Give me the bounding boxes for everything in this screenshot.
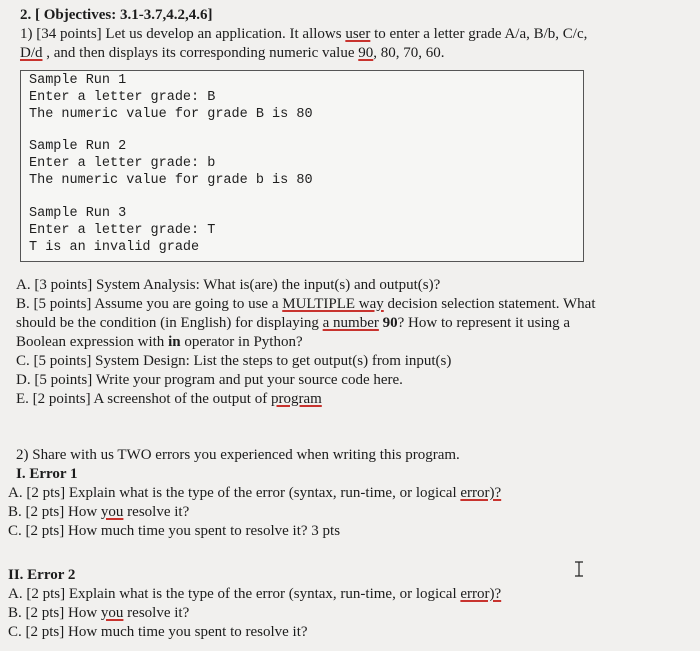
question-text: B. [2 pts] How <box>8 605 101 621</box>
sample-run-prompt: Enter a letter grade: T <box>29 223 216 238</box>
section-2-intro: 2) Share with us TWO errors you experienced when writing this program. <box>16 447 460 463</box>
bold-number: 90 <box>378 315 398 331</box>
error-1-question-b <box>8 503 189 521</box>
question-text: should be the condition (in English) for displaying <box>16 315 323 331</box>
underlined-word: program <box>270 391 322 407</box>
intro-text: to enter a letter grade A/a, B/b, C/c, <box>370 26 588 42</box>
error-2-question-c: C. [2 pts] How much time you spent to resolve it? <box>8 624 308 640</box>
underlined-word: 90 <box>358 45 374 61</box>
sample-run-title: Sample Run 1 <box>29 73 127 88</box>
intro-line-2 <box>20 44 445 62</box>
underlined-word: you <box>100 504 124 520</box>
sample-run-result: The numeric value for grade b is 80 <box>29 173 313 188</box>
question-c: C. [5 points] System Design: List the steps to get output(s) from input(s) <box>16 353 452 369</box>
question-text: B. [2 pts] How <box>8 504 101 520</box>
intro-text: , 80, 70, 60. <box>373 45 445 61</box>
question-b-line-2 <box>16 314 570 332</box>
error-1-question-c: C. [2 pts] How much time you spent to resolve it? 3 pts <box>8 523 341 539</box>
sample-run-prompt: Enter a letter grade: b <box>29 156 216 171</box>
question-a: A. [3 points] System Analysis: What is(are) the input(s) and output(s)? <box>16 277 441 293</box>
question-text: decision selection statement. What <box>383 296 596 312</box>
error-2-question-a <box>8 585 501 603</box>
i-beam-cursor-icon <box>574 561 584 577</box>
error-1-question-a <box>8 484 501 502</box>
bold-keyword: in <box>168 334 181 350</box>
error-1-heading: I. Error 1 <box>16 466 78 482</box>
underlined-phrase: a number <box>322 315 379 331</box>
error-2-question-b <box>8 604 189 622</box>
underlined-word: error)? <box>460 586 502 602</box>
sample-run-title: Sample Run 2 <box>29 139 127 154</box>
question-text: A. [2 pts] Explain what is the type of the error (syntax, run-time, or logical <box>8 586 461 602</box>
error-2-heading: II. Error 2 <box>8 567 76 583</box>
question-text: Boolean expression with <box>16 334 169 350</box>
underlined-word: you <box>100 605 124 621</box>
objectives-heading: 2. [ Objectives: 3.1-3.7,4.2,4.6] <box>20 7 213 23</box>
question-text: resolve it? <box>123 504 190 520</box>
question-e <box>16 390 322 408</box>
question-text: resolve it? <box>123 605 190 621</box>
question-text: ? How to represent it using a <box>397 315 571 331</box>
sample-run-result: T is an invalid grade <box>29 240 200 255</box>
question-text: operator in Python? <box>180 334 303 350</box>
question-text: A. [2 pts] Explain what is the type of the error (syntax, run-time, or logical <box>8 485 461 501</box>
sample-run-prompt: Enter a letter grade: B <box>29 90 216 105</box>
question-b-line-1 <box>16 295 596 313</box>
underlined-word: user <box>345 26 371 42</box>
sample-run-title: Sample Run 3 <box>29 206 127 221</box>
question-b-line-3 <box>16 333 303 351</box>
intro-line-1 <box>20 25 587 43</box>
underlined-phrase: MULTIPLE way <box>282 296 384 312</box>
underlined-word: error)? <box>460 485 502 501</box>
intro-text: , and then displays its corresponding numeric value <box>42 45 359 61</box>
intro-text: 1) [34 points] Let us develop an application. It allows <box>20 26 346 42</box>
question-text: B. [5 points] Assume you are going to use a <box>16 296 283 312</box>
sample-run-result: The numeric value for grade B is 80 <box>29 107 313 122</box>
question-d: D. [5 points] Write your program and put your source code here. <box>16 372 403 388</box>
question-text: E. [2 points] A screenshot of the output of <box>16 391 271 407</box>
underlined-word: D/d <box>20 45 43 61</box>
